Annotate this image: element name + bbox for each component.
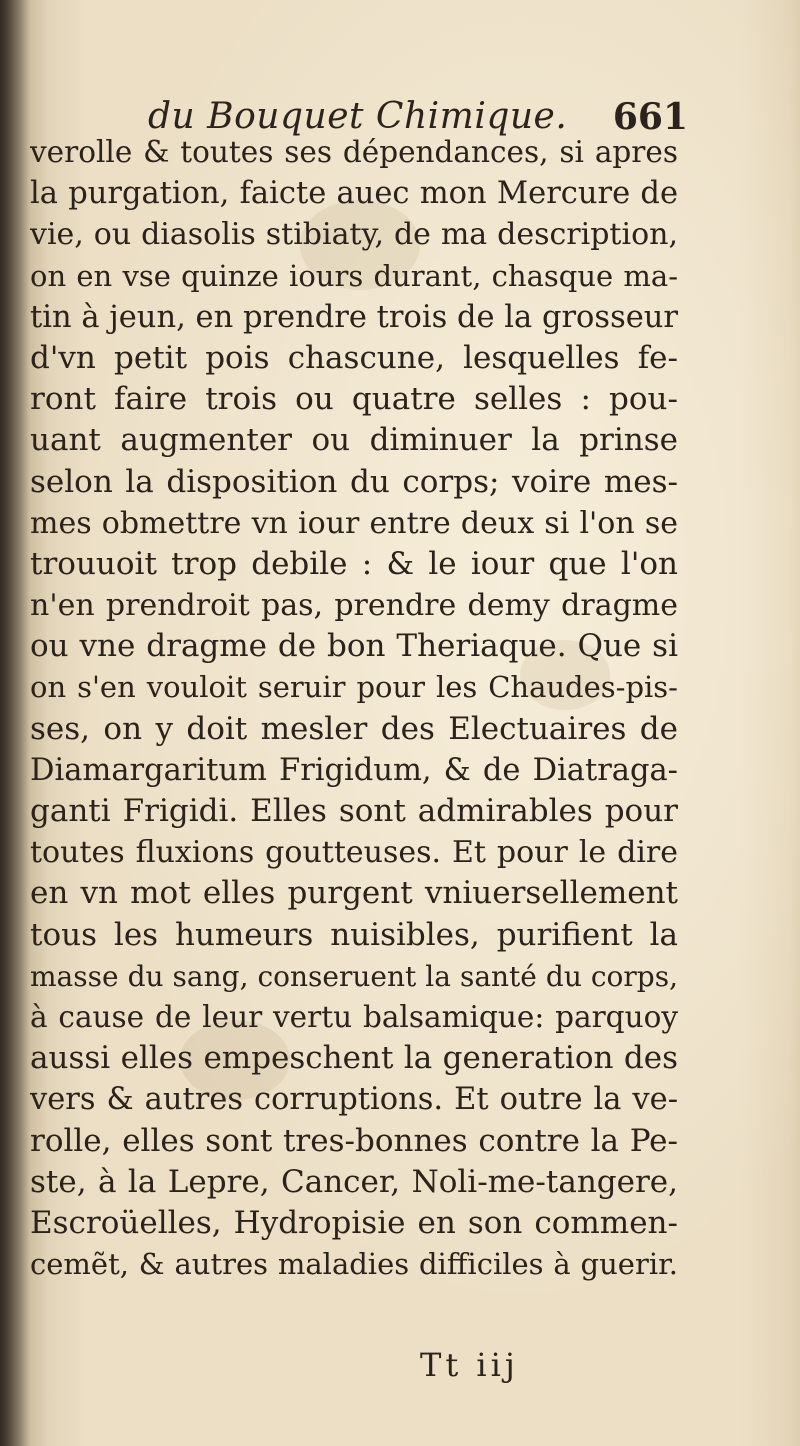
text-line: uant augmenter ou diminuer la prinse: [30, 422, 678, 459]
binding-gutter-shadow: [0, 0, 30, 1446]
text-line: vers & autres corruptions. Et outre la ve-: [30, 1082, 678, 1118]
text-line: selon la disposition du corps; voire mes-: [30, 463, 678, 500]
signature-mark: Tt iij: [420, 1346, 519, 1384]
text-line: trouuoit trop debile : & le iour que l'on: [30, 545, 678, 582]
text-line: verolle & toutes ses dépendances, si apres: [30, 135, 678, 169]
running-head: du Bouquet Chimique.: [148, 96, 568, 137]
text-line: en vn mot elles purgent vniuersellement: [30, 875, 678, 912]
body-text: [30, 132, 678, 1285]
text-line: la purgation, faicte auec mon Mercure de: [30, 176, 678, 212]
page-number: 661: [612, 96, 688, 138]
text-line: vie, ou diasolis stibiaty, de ma description,: [30, 217, 678, 253]
text-line: Escroüelles, Hydropisie en son commen-: [30, 1204, 678, 1241]
text-line: tin à jeun, en prendre trois de la grosseur: [30, 299, 678, 335]
text-line: à cause de leur vertu balsamique: parquoy: [30, 999, 678, 1034]
text-line: on en vse quinze iours durant, chasque ma-: [30, 258, 678, 293]
text-line: rolle, elles sont tres-bonnes contre la Pe-: [30, 1122, 678, 1159]
text-line: Diamargaritum Frigidum, & de Diatraga-: [30, 752, 678, 788]
text-line: aussi elles empeschent la generation des: [30, 1040, 678, 1077]
text-line: ront faire trois ou quatre selles : pou-: [30, 381, 678, 418]
text-line: n'en prendroit pas, prendre demy dragme: [30, 588, 678, 624]
text-line: masse du sang, conseruent la santé du corps,: [30, 959, 678, 993]
text-line: ganti Frigidi. Elles sont admirables pour: [30, 793, 678, 829]
text-line: on s'en vouloit seruir pour les Chaudes-pis-: [30, 670, 678, 705]
text-line: mes obmettre vn iour entre deux si l'on se: [30, 505, 678, 541]
text-line: ses, on y doit mesler des Electuaires de: [30, 710, 678, 747]
text-line: d'vn petit pois chascune, lesquelles fe-: [30, 339, 678, 376]
text-line: ou vne dragme de bon Theriaque. Que si: [30, 628, 678, 665]
text-line: cemẽt, & autres maladies difficiles à guerir.: [30, 1247, 678, 1282]
text-line: tous les humeurs nuisibles, purifient la: [30, 916, 678, 953]
text-line: ste, à la Lepre, Cancer, Noli-me-tangere,: [30, 1163, 678, 1200]
text-line: toutes fluxions goutteuses. Et pour le dire: [30, 835, 678, 871]
